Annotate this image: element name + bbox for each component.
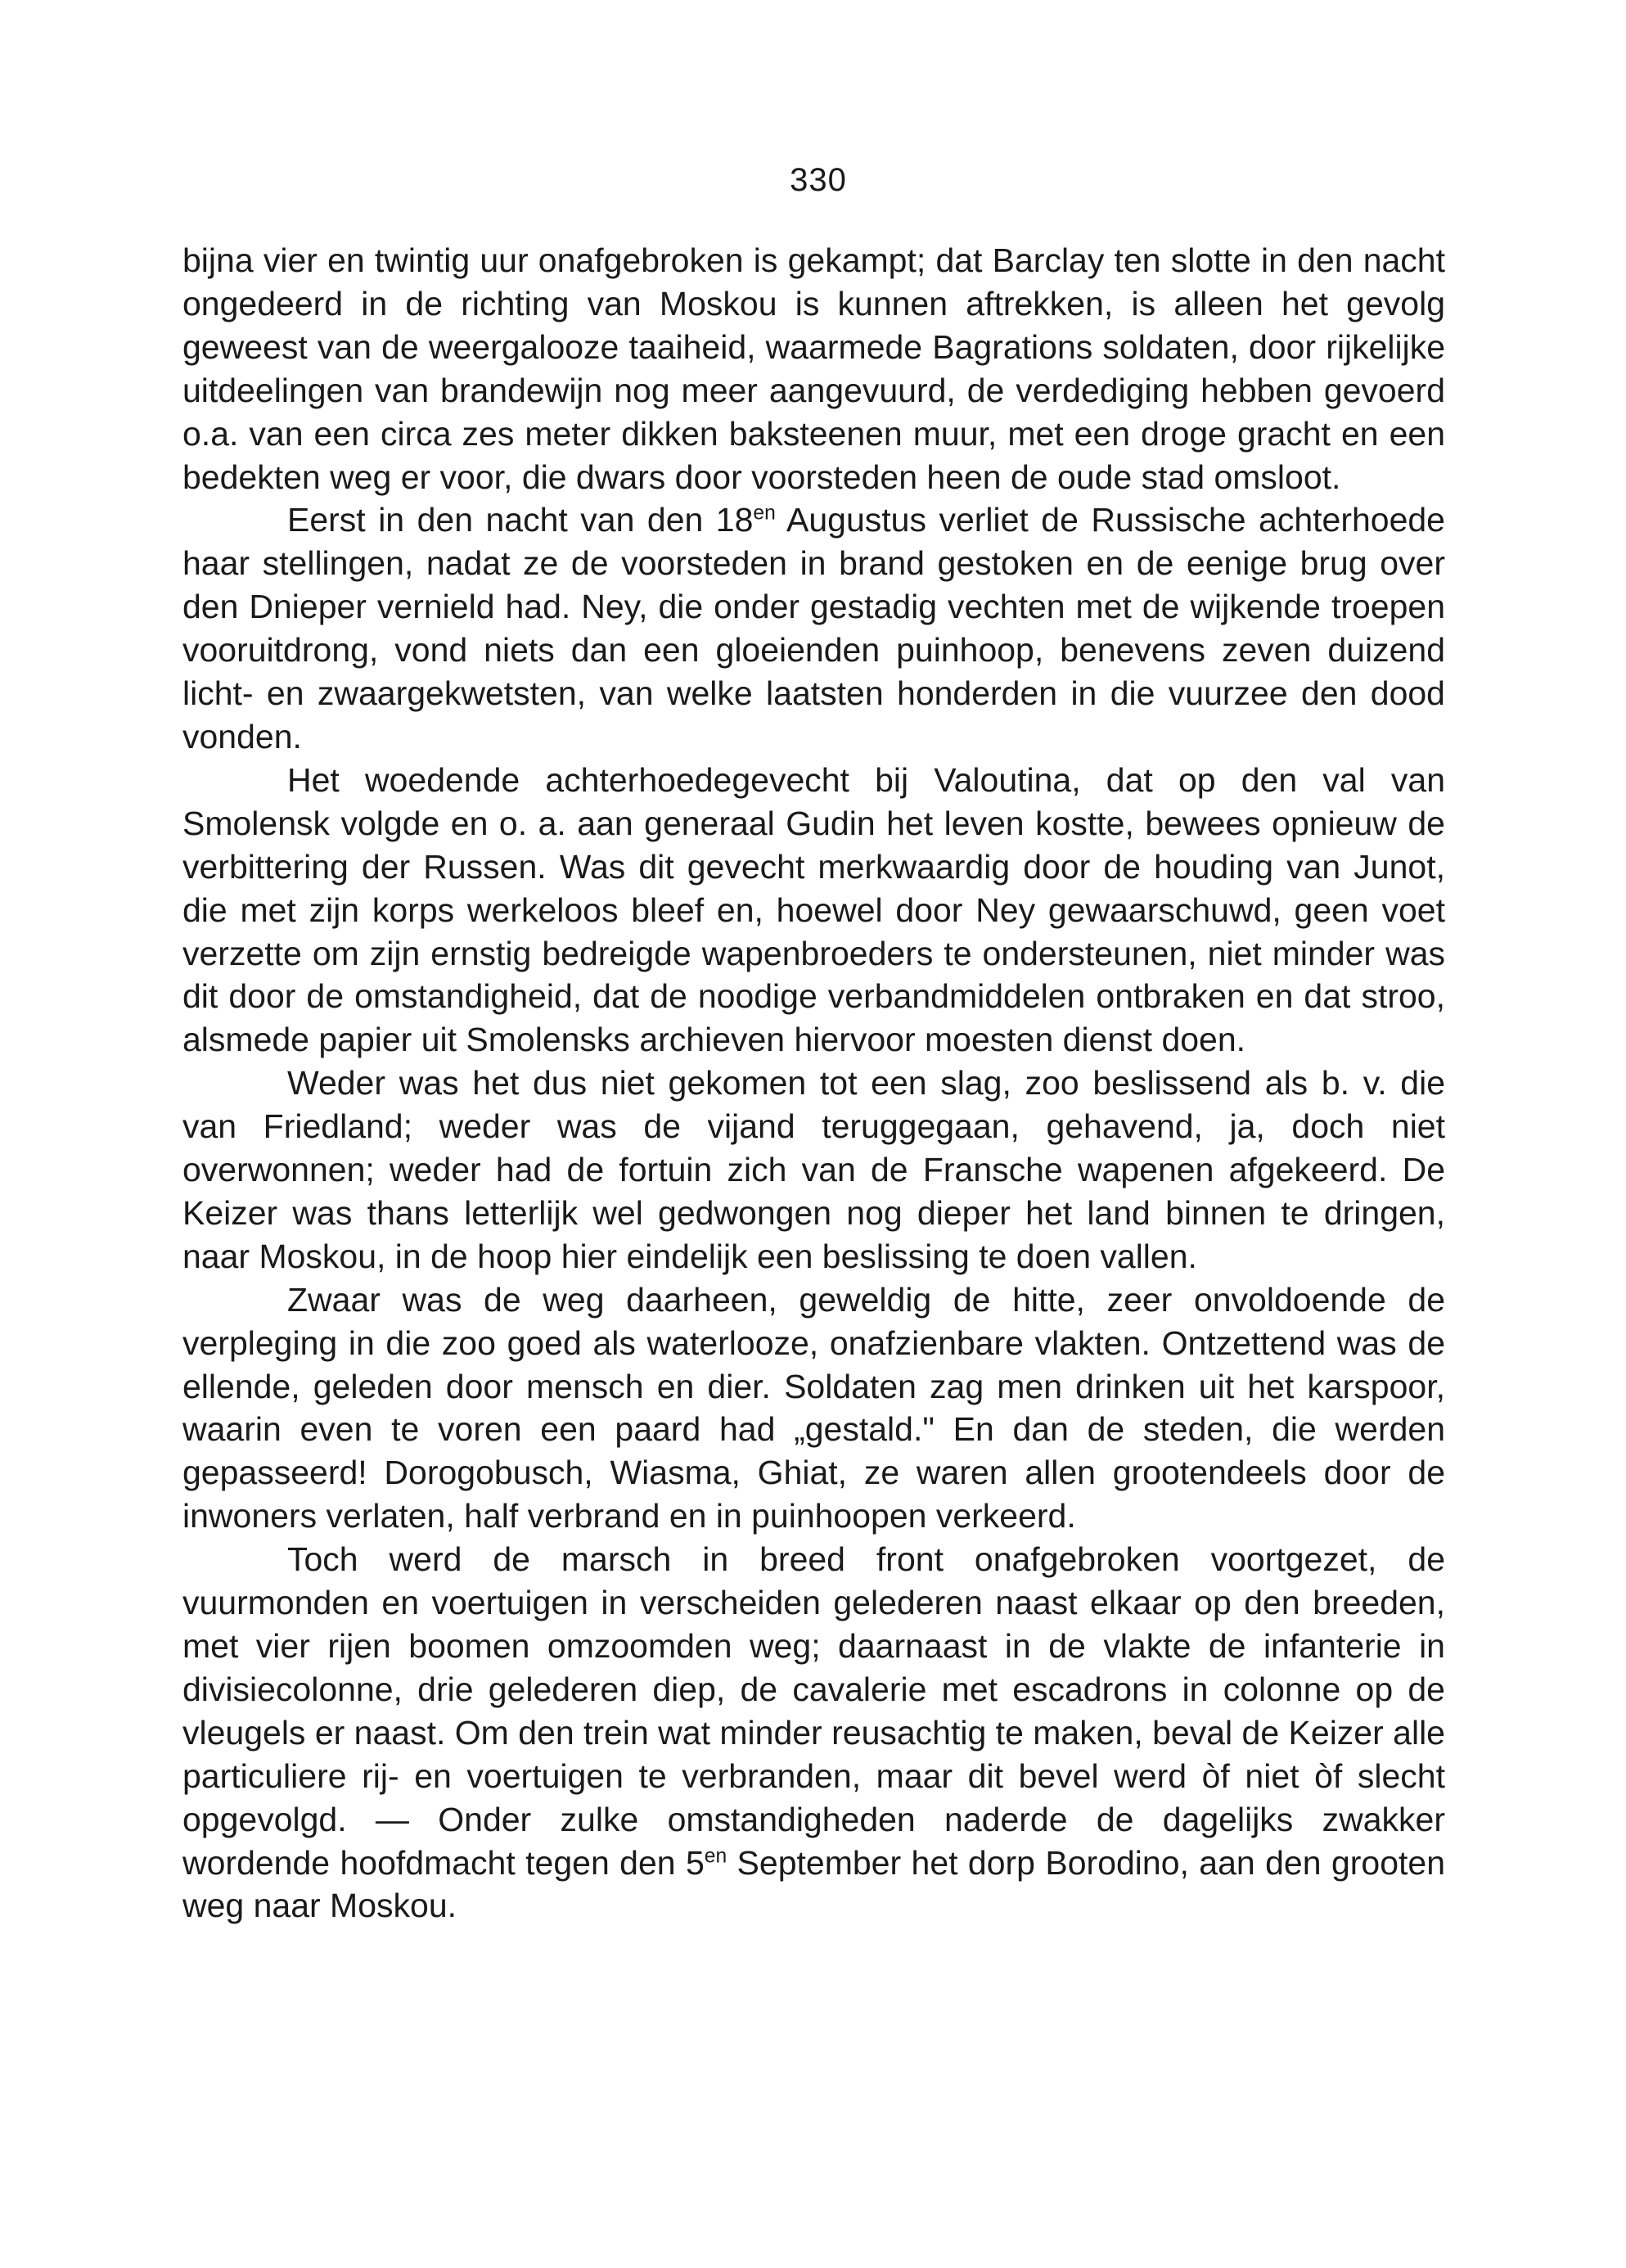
page-number: 330 xyxy=(790,162,847,198)
paragraph xyxy=(182,1538,1445,1928)
body-text xyxy=(182,239,1445,1928)
ordinal-superscript: en xyxy=(704,1844,727,1867)
paragraph-text: Eerst in den nacht van den 18 xyxy=(287,501,754,539)
paragraph-text: Zwaar was de weg daarheen, geweldig de hitte, zeer onvoldoende de verpleging in die zoo goed als waterlooze, onafzienbare vlakten. Ontzettend was de ellende, geleden door mensch en dier. Soldaten zag men drinken uit het karspoor, waarin even te voren een paard had „gestald." En dan de steden, die werden gepasseerd! Dorogobusch, Wiasma, Ghiat, ze waren allen grootendeels door de inwoners verlaten, half verbrand en in puinhoopen verkeerd. xyxy=(182,1280,1445,1535)
paragraph xyxy=(182,1062,1445,1278)
paragraph-text: Het woedende achterhoedegevecht bij Valoutina, dat op den val van Smolensk volgde en o. a. aan generaal Gudin het leven kostte, bewees opnieuw de verbittering der Russen. Was dit gevecht merkwaardig door de houding van Junot, die met zijn korps werkeloos bleef en, hoewel door Ney gewaarschuwd, geen voet verzette om zijn ernstig bedreigde wapenbroeders te ondersteunen, niet minder was dit door de omstandigheid, dat de noodige verbandmiddelen ontbraken en dat stroo, alsmede papier uit Smolensks archieven hiervoor moesten dienst doen. xyxy=(182,760,1445,1059)
paragraph-text: Augustus verliet de Russische achterhoede haar stellingen, nadat ze de voorsteden in brand gestoken en de eenige brug over den Dnieper vernield had. Ney, die onder gestadig vechten met de wijkende troepen vooruitdrong, vond niets dan een gloeienden puinhoop, benevens zeven duizend licht- en zwaargekwetsten, van welke laatsten honderden in die vuurzee den dood vonden. xyxy=(182,501,1445,755)
ordinal-superscript: en xyxy=(753,502,776,525)
paragraph xyxy=(182,498,1445,758)
paragraph-text: September het dorp Borodino, aan den grooten weg naar Moskou. xyxy=(182,1843,1445,1925)
paragraph xyxy=(182,239,1445,498)
paragraph-text: bijna vier en twintig uur onafgebroken is gekampt; dat Barclay ten slotte in den nacht ongedeerd in de richting van Moskou is kunnen aftrekken, is alleen het gevolg geweest van de weergalooze taaiheid, waarmede Bagrations soldaten, door rijkelijke uitdeelingen van brandewijn nog meer aangevuurd, de verdediging hebben gevoerd o.a. van een circa zes meter dikken baksteenen muur, met een droge gracht en een bedekten weg er voor, die dwars door voorsteden heen de oude stad omsloot. xyxy=(182,241,1445,496)
paragraph xyxy=(182,1278,1445,1538)
paragraph xyxy=(182,759,1445,1062)
paragraph-text: Weder was het dus niet gekomen tot een slag, zoo beslissend als b. v. die van Friedland; weder was de vijand teruggegaan, gehavend, ja, doch niet overwonnen; weder had de fortuin zich van de Fransche wapenen afgekeerd. De Keizer was thans letterlijk wel gedwongen nog dieper het land binnen te dringen, naar Moskou, in de hoop hier eindelijk een beslissing te doen vallen. xyxy=(182,1064,1445,1275)
paragraph-text: Toch werd de marsch in breed front onafgebroken voortgezet, de vuurmonden en voertuigen in verscheiden gelederen naast elkaar op den breeden, met vier rijen boomen omzoomden weg; daarnaast in de vlakte de infanterie in divisiecolonne, drie gelederen diep, de cavalerie met escadrons in colonne op de vleugels er naast. Om den trein wat minder reusachtig te maken, beval de Keizer alle particuliere rij- en voertuigen te verbranden, maar dit bevel werd òf niet òf slecht opgevolgd. — Onder zulke omstandigheden naderde de dagelijks zwakker wordende hoofdmacht tegen den 5 xyxy=(182,1540,1445,1882)
